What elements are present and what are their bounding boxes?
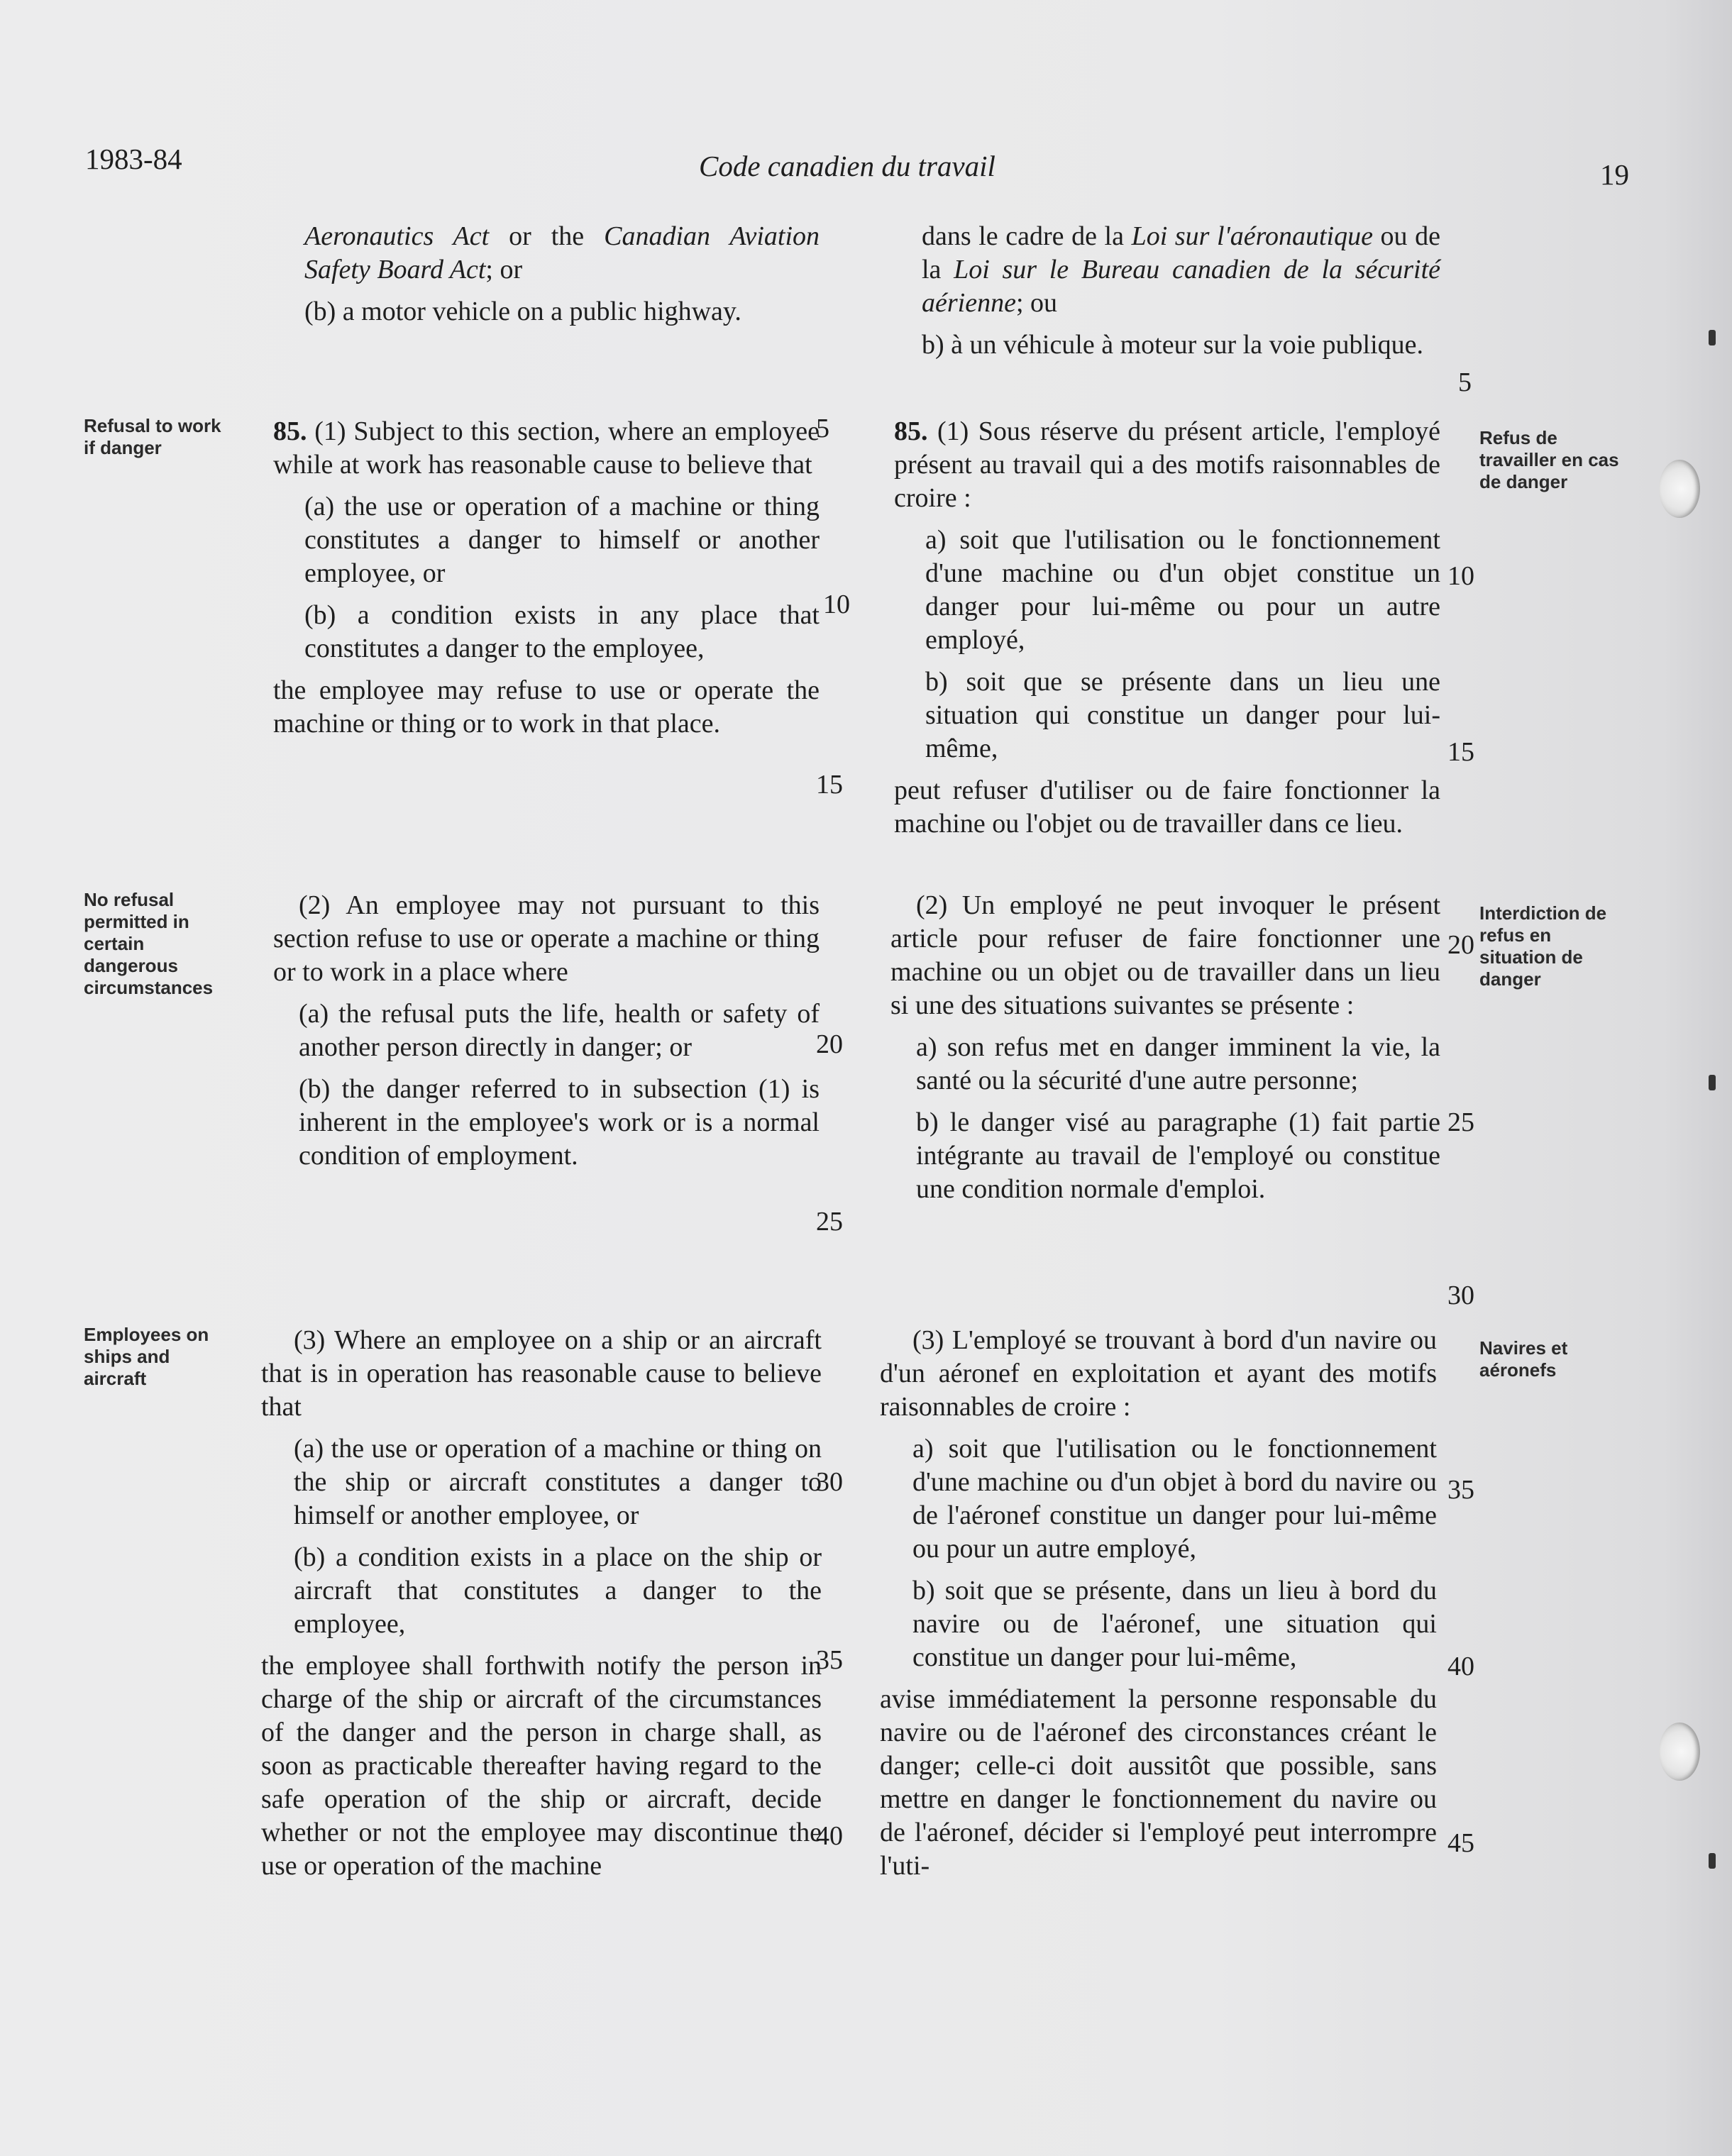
english-85-1-lead: 85. (1) Subject to this section, where an employee while at work has reasonable cause to believe that <box>273 416 820 480</box>
french-85-1-a: a) soit que l'utilisation ou le fonctionnement d'une machine ou d'un objet constitue un danger pour lui-même ou pour un autre employé, <box>925 525 1440 655</box>
french-intro-a: dans le cadre de la Loi sur l'aéronautique ou de la Loi sur le Bureau canadien de la sécurité aérienne; ou <box>922 221 1440 318</box>
english-85-3-a: (a) the use or operation of a machine or thing on the ship or aircraft constitutes a danger to himself or another employee, or <box>294 1434 822 1530</box>
french-section-85-2 <box>890 889 1440 1215</box>
french-section-85-1 <box>894 415 1440 849</box>
english-85-3-lead: (3) Where an employee on a ship or an aircraft that is in operation has reasonable cause to believe that <box>261 1325 822 1422</box>
line-number: 30 <box>1447 1281 1474 1310</box>
english-section-85-3 <box>261 1324 822 1891</box>
line-number: 25 <box>1447 1107 1474 1137</box>
french-85-2-a: a) son refus met en danger imminent la vie, la santé ou la sécurité d'une autre personne; <box>916 1032 1440 1095</box>
english-85-2-a: (a) the refusal puts the life, health or safety of another person directly in danger; or <box>299 999 820 1062</box>
french-intro-b: b) à un véhicule à moteur sur la voie publique. <box>922 330 1424 360</box>
french-85-2-lead: (2) Un employé ne peut invoquer le présent article pour refuser de faire fonctionner une machine ou un objet ou de travailler dans un lieu si une des situations suivantes se présente : <box>890 890 1440 1020</box>
english-85-1-end: the employee may refuse to use or operate the machine or thing or to work in that place. <box>273 675 820 739</box>
line-number: 45 <box>1447 1828 1474 1858</box>
margin-note-no-refusal: No refusal permitted in certain dangerous circumstances <box>84 889 214 998</box>
edge-mark <box>1709 1075 1716 1090</box>
french-85-3-b: b) soit que se présente, dans un lieu à bord du navire ou de l'aéronef, une situation qui constitue un danger pour lui-même, <box>912 1576 1437 1672</box>
french-85-3-a: a) soit que l'utilisation ou le fonctionnement d'une machine ou d'un objet à bord du navire ou de l'aéronef constitue un danger pour lui-même ou pour un autre employé, <box>912 1434 1437 1564</box>
english-85-3-b: (b) a condition exists in a place on the ship or aircraft that constitutes a danger to the employee, <box>294 1542 822 1639</box>
line-number: 40 <box>816 1821 843 1851</box>
line-number: 35 <box>1447 1475 1474 1505</box>
binding-hole <box>1659 1723 1700 1781</box>
line-number: 10 <box>823 590 850 619</box>
line-number: 15 <box>1447 737 1474 767</box>
line-number: 40 <box>1447 1652 1474 1681</box>
french-85-1-b: b) soit que se présente dans un lieu une situation qui constitue un danger pour lui-même, <box>925 667 1440 763</box>
french-intro <box>890 220 1440 370</box>
english-intro <box>273 220 820 337</box>
line-number: 35 <box>816 1645 843 1675</box>
binding-hole <box>1659 460 1700 518</box>
line-number: 30 <box>816 1467 843 1497</box>
line-number: 15 <box>816 770 843 800</box>
margin-note-ships: Employees on ships and aircraft <box>84 1324 209 1389</box>
english-85-3-end: the employee shall forthwith notify the person in charge of the ship or aircraft of the circumstances of the danger and the person in charge shall, as soon as practicable thereafter having regard to the safe operation of the ship or aircraft, decide whether or not the employee may discontinue the use or operation of the machine <box>261 1651 822 1881</box>
french-85-1-lead: 85. (1) Sous réserve du présent article, l'employé présent au travail qui a des motifs raisonnables de croire : <box>894 416 1440 513</box>
french-85-2-b: b) le danger visé au paragraphe (1) fait partie intégrante au travail de l'employé ou constitue une condition normale d'emploi. <box>916 1107 1440 1204</box>
margin-note-interdiction: Interdiction de refus en situation de danger <box>1479 902 1607 990</box>
english-section-85-1 <box>273 415 820 749</box>
line-number: 25 <box>816 1207 843 1237</box>
edge-mark <box>1709 1853 1716 1869</box>
english-85-1-a: (a) the use or operation of a machine or thing constitutes a danger to himself or another employee, or <box>304 492 820 588</box>
french-85-3-lead: (3) L'employé se trouvant à bord d'un navire ou d'un aéronef en exploitation et ayant des motifs raisonnables de croire : <box>880 1325 1437 1422</box>
header-title: Code canadien du travail <box>699 150 995 182</box>
english-intro-b: (b) a motor vehicle on a public highway. <box>304 297 741 326</box>
page-number: 19 <box>1600 158 1629 191</box>
french-section-85-3 <box>880 1324 1437 1891</box>
header-year: 1983-84 <box>85 143 182 175</box>
french-85-3-end: avise immédiatement la personne responsable du navire ou de l'aéronef des circonstances créant le danger; celle-ci doit aussitôt que possible, sans mettre en danger le fonctionnement du navire ou de l'aéronef, décider si l'employé peut interrompre l'uti- <box>880 1684 1437 1881</box>
edge-mark <box>1709 330 1716 345</box>
margin-note-refusal: Refusal to work if danger <box>84 415 221 458</box>
margin-note-refus: Refus de travailler en cas de danger <box>1479 427 1619 492</box>
english-intro-a: Aeronautics Act or the Canadian Aviation Safety Board Act; or <box>304 221 820 284</box>
english-85-1-b: (b) a condition exists in any place that constitutes a danger to the employee, <box>304 600 820 663</box>
english-85-2-b: (b) the danger referred to in subsection (1) is inherent in the employee's work or is a normal condition of employment. <box>299 1074 820 1171</box>
english-section-85-2 <box>273 889 820 1181</box>
line-number: 10 <box>1447 561 1474 591</box>
line-number: 20 <box>1447 930 1474 960</box>
line-number: 5 <box>1458 367 1472 397</box>
french-85-1-end: peut refuser d'utiliser ou de faire fonctionner la machine ou l'objet ou de travailler dans ce lieu. <box>894 775 1440 839</box>
english-85-2-lead: (2) An employee may not pursuant to this section refuse to use or operate a machine or thing or to work in a place where <box>273 890 820 987</box>
line-number: 5 <box>816 414 829 443</box>
margin-note-navires: Navires et aéronefs <box>1479 1337 1568 1381</box>
line-number: 20 <box>816 1029 843 1059</box>
